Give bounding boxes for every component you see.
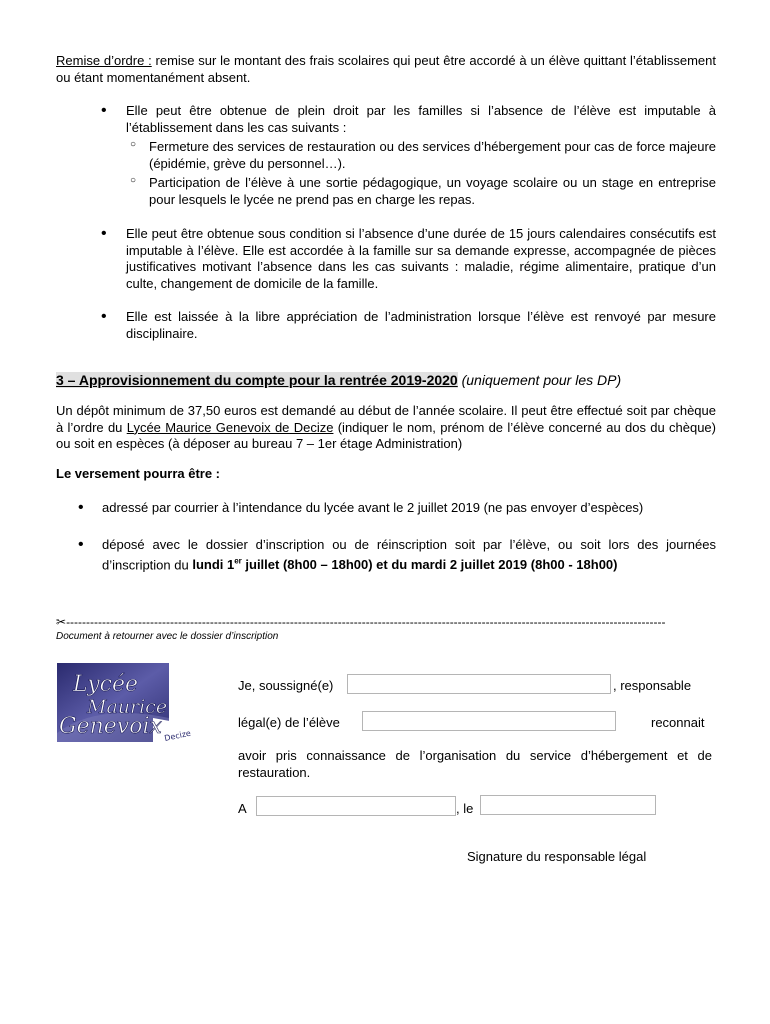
cut-dashes: ------------------------------------------------------------------------------------------------------------------------------------------------------ [66,615,666,629]
remise-text: remise sur le montant des frais scolaires qui peut être accordé à un élève quittant l’établissement ou étant momentanément absent. [56,53,716,85]
subbullet-1-text: Fermeture des services de restauration ou des services d’hébergement pour cas de force majeure (épidémie, grève du personnel…). [149,139,716,171]
scissors-icon: ✂ [56,615,67,629]
bullet-dot: • [78,536,84,553]
circle-bullet-icon: ○ [130,139,137,150]
para-start: Un dépôt minimum de 37,50 euros est demandé au début de l’année scolaire. Il peut être effectué soit par chèque à l’ordre du [56,403,716,435]
section-3-note: (uniquement pour les DP) [457,372,622,388]
section-3-title: 3 – Approvisionnement du compte pour la rentrée 2019-2020 [56,372,458,388]
remise-title: Remise d’ordre : [56,53,152,68]
section-3-paragraph [56,403,716,453]
bullet-dot: • [101,225,107,242]
bullet-2-text: Elle peut être obtenue sous condition si l’absence d’une durée de 15 jours calendaires consécutifs est imputable à l’élève. Elle est accordée à la famille sur sa demande expresse, accompagnée de pièces justificatives motivant l’absence dans les cas suivants : maladie, régime alimentaire, pratique d’un culte, changement de domicile de la famille. [126,226,716,291]
avoir-text: avoir pris connaissance de l’organisation du service d’hébergement et de restauration. [238,748,712,780]
logo-image [57,663,192,742]
return-note: Document à retourner avec le dossier d’inscription [56,631,279,642]
versement-item-2 [102,537,716,573]
bullet-1-text: Elle peut être obtenue de plein droit par les familles si l’absence de l’élève est imputable à l’établissement dans les cas suivants : [126,103,716,135]
logo-line-3: Genevoix [59,714,162,739]
item-2-start: déposé avec le dossier d’inscription ou de réinscription soit par l’élève, ou soit lors des journées d’inscription du [102,537,716,572]
section-3-heading [56,371,716,389]
eleve-input[interactable] [362,711,616,731]
subbullet-2-text: Participation de l’élève à une sortie pédagogique, un voyage scolaire ou un stage en entreprise pour lesquels le lycée ne prend pas en charge les repas. [149,175,716,207]
item-2-bold-a: lundi 1 [192,556,235,572]
versement-item-1: adressé par courrier à l’intendance du lycée avant le 2 juillet 2019 (ne pas envoyer d’espèces) [102,500,644,515]
reconnait-label: reconnait [651,715,705,730]
circle-bullet-icon: ○ [130,175,137,186]
para-end: (indiquer le nom, prénom de l’élève concerné au dos du chèque) ou soit en espèces (à déposer au bureau 7 – 1er étage Administration) [56,419,716,451]
legal-label: légal(e) de l’élève [238,715,340,730]
logo-line-2: Maurice [87,696,168,718]
soussigne-input[interactable] [347,674,611,694]
bullet-dot: • [78,499,84,516]
item-2-bold-b: juillet (8h00 – 18h00) et du mardi 2 juillet 2019 (8h00 - 18h00) [241,556,618,572]
bullet-3-text: Elle est laissée à la libre appréciation de l’administration lorsque l’élève est renvoyé par mesure disciplinaire. [126,309,716,341]
logo-city: Decize [163,728,192,742]
date-input[interactable] [480,795,656,815]
remise-paragraph [56,53,716,86]
signature-label: Signature du responsable légal [467,849,647,864]
a-label: A [238,801,247,816]
item-2-sup: er [234,556,242,566]
cut-line [56,614,716,630]
school-logo [57,663,192,742]
bullet-dot: • [101,102,107,119]
bullet-dot: • [101,308,107,325]
versement-label: Le versement pourra être : [56,466,221,481]
logo-line-1: Lycée [73,672,139,697]
le-label: , le [456,801,474,816]
lycee-name: Lycée Maurice Genevoix de Decize [126,419,334,435]
responsable-label: , responsable [613,678,692,693]
je-label: Je, soussigné(e) [238,678,334,693]
lieu-input[interactable] [256,796,456,816]
